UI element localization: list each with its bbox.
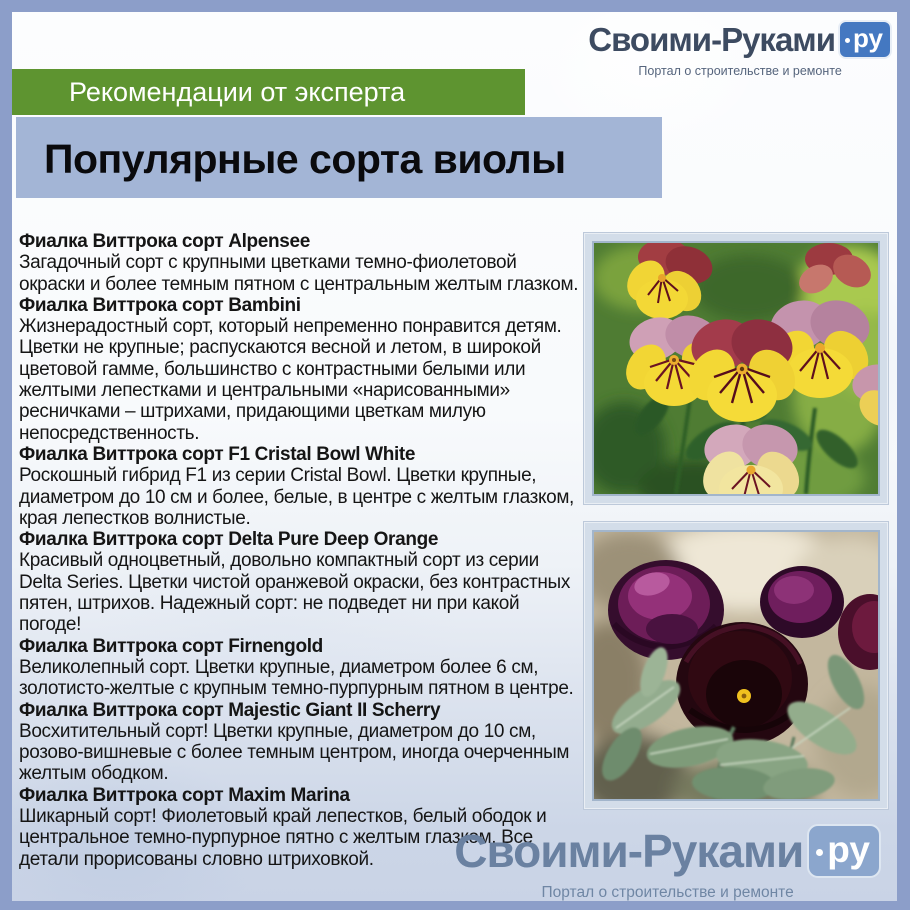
brand-tagline: Портал о строительстве и ремонте <box>638 64 842 78</box>
variety-heading-3: Фиалка Виттрока сорт Delta Pure Deep Orange <box>19 529 439 551</box>
site-logo-top <box>588 20 892 78</box>
photo-frame-yellow-pansies <box>583 232 889 505</box>
variety-heading-0: Фиалка Виттрока сорт Alpensee <box>19 231 310 252</box>
variety-description-4: Великолепный сорт. Цветки крупные, диаметром более 6 см, золотисто-желтые с крупным темно-пурпурным пятном в центре. <box>19 656 574 700</box>
expert-banner-label: Рекомендации от эксперта <box>69 77 406 107</box>
dot-icon <box>816 849 823 856</box>
domain-badge <box>838 20 892 59</box>
site-logo-bottom <box>454 824 881 901</box>
brand-name: Своими-Руками <box>454 825 804 877</box>
dot-icon <box>845 38 850 43</box>
domain-badge-label: ру <box>827 829 870 870</box>
variety-heading-2: Фиалка Виттрока сорт F1 Cristal Bowl White <box>19 443 416 465</box>
variety-description-1: Жизнерадостный сорт, который непременно понравится детям. Цветки не крупные; распускаются весной и летом, в широкой цветовой гамме, большинство с контрастными белыми или желтыми лепестками и центральными «нарисованными» ресничками – штрихами, придающими цветкам милую непосредственность. <box>19 316 562 444</box>
variety-description-5: Восхитительный сорт! Цветки крупные, диаметром до 10 см, розово-вишневые с более темным центром, иногда очерченным желтым ободком. <box>19 720 570 785</box>
domain-badge-label: ру <box>853 23 883 53</box>
purple-pansy-top-right <box>760 566 844 638</box>
variety-description-2: Роскошный гибрид F1 из серии Cristal Bowl. Цветки крупные, диаметром до 10 см и более, белые, в центре с желтым глазком, края лепестков волнистые. <box>19 465 574 529</box>
brand-tagline: Портал о строительстве и ремонте <box>541 884 794 901</box>
variety-description-6: Шикарный сорт! Фиолетовый край лепестков, белый ободок и центральное темно-пурпурное пятно с желтым глазком. Все детали прорисованы словно штриховкой. <box>19 806 547 870</box>
variety-heading-6: Фиалка Виттрока сорт Maxim Marina <box>19 784 350 806</box>
photo-inner-border <box>592 241 880 496</box>
variety-heading-5: Фиалка Виттрока сорт Majestic Giant II Scherry <box>19 699 441 721</box>
domain-badge <box>807 824 881 878</box>
page-title: Популярные сорта виолы <box>44 136 566 182</box>
yellow-pansies-photo <box>594 243 878 494</box>
variety-description-0: Загадочный сорт с крупными цветками темно-фиолетовой окраски и более темным пятном с центральным желтым глазком. <box>19 252 579 295</box>
page-title-banner <box>16 117 662 198</box>
content-canvas <box>12 12 897 901</box>
dark-pansies-photo <box>594 532 878 799</box>
photo-inner-border <box>592 530 880 801</box>
brand-name: Своими-Руками <box>588 21 835 58</box>
article <box>19 231 581 870</box>
variety-heading-1: Фиалка Виттрока сорт Bambini <box>19 294 301 316</box>
expert-banner <box>12 69 525 115</box>
photo-frame-dark-pansies <box>583 521 889 810</box>
variety-description-3: Красивый одноцветный, довольно компактный сорт из серии Delta Series. Цветки чистой оранжевой окраски, без контрастных пятен, штрихов. Надежный сорт: не подведет ни при какой погоде! <box>19 550 570 636</box>
variety-heading-4: Фиалка Виттрока сорт Firnengold <box>19 635 323 657</box>
